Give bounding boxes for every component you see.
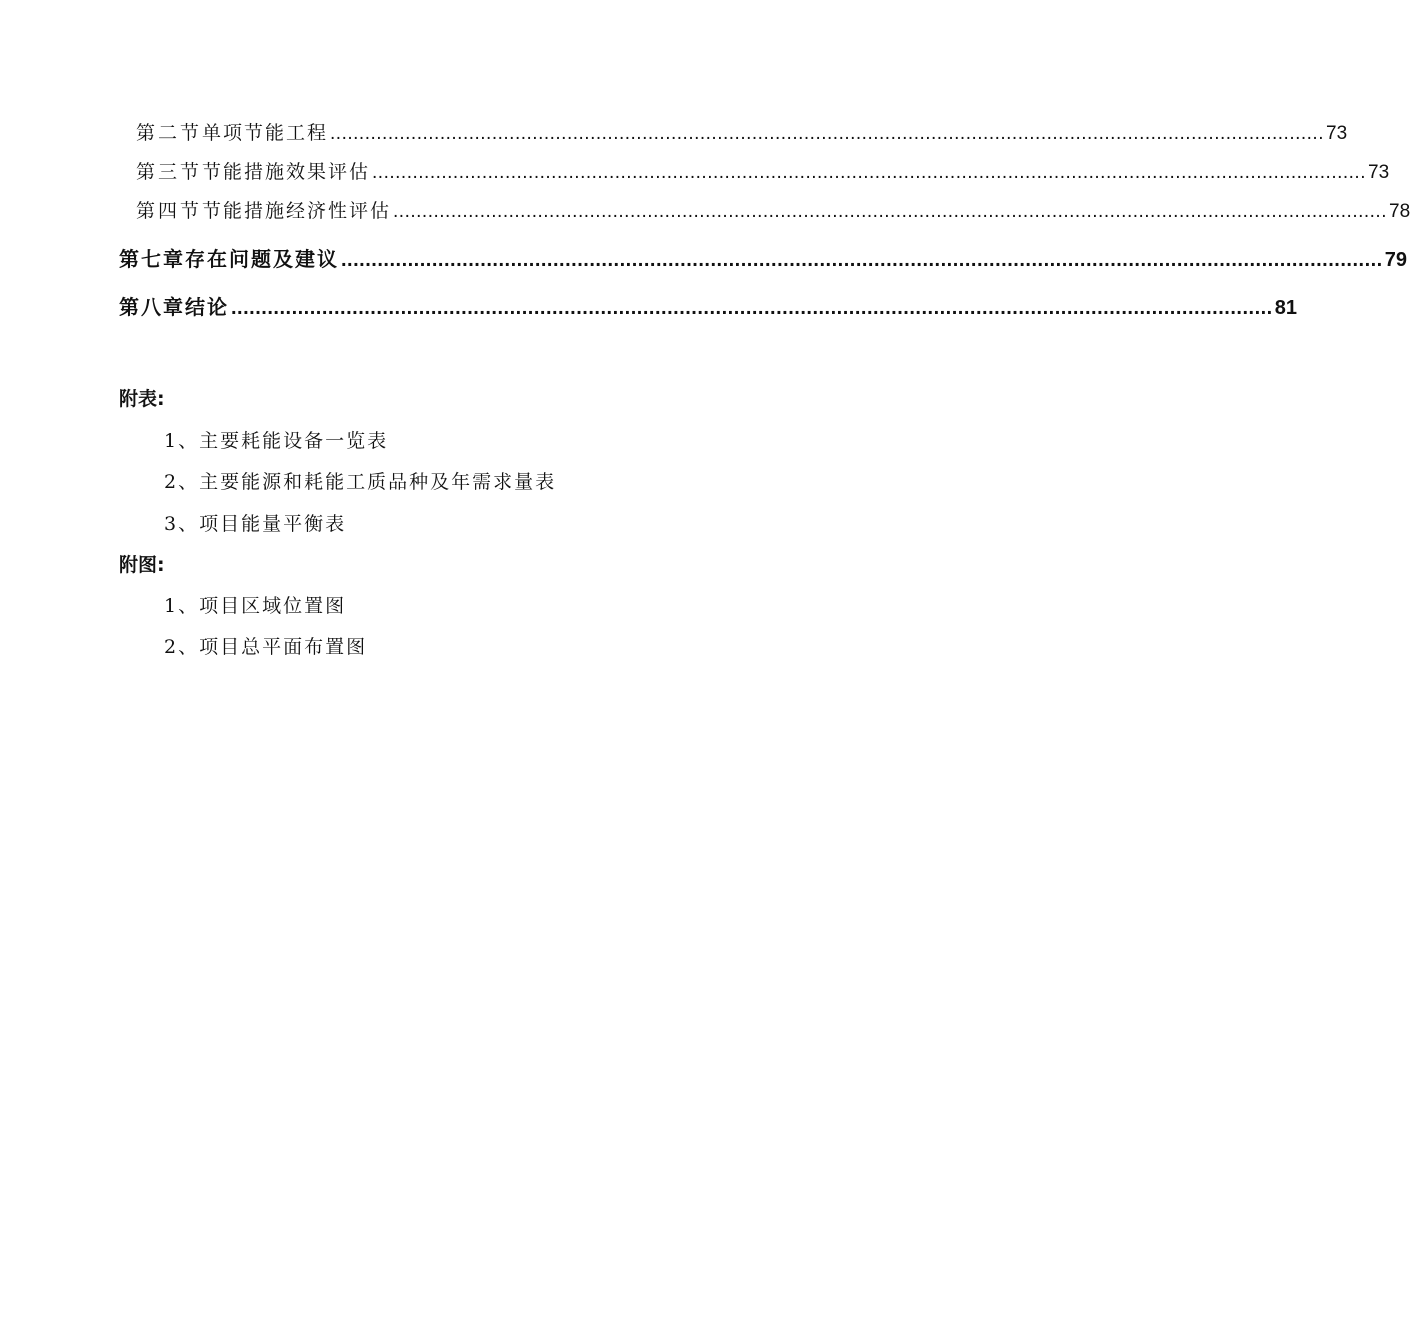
toc-chapter-title: 结论 <box>185 295 229 319</box>
toc-section-title: 节能措施经济性评估 <box>202 200 392 222</box>
toc-section-entry[interactable] <box>136 196 1410 223</box>
appendix-figures-heading: 附图: <box>119 554 165 576</box>
toc-section-entry[interactable] <box>136 118 1348 145</box>
appendix-table-item: 1、主要耗能设备一览表 <box>164 430 389 452</box>
appendix-table-item: 2、主要能源和耗能工质品种及年需求量表 <box>164 471 557 493</box>
toc-chapter-entry[interactable] <box>119 291 1297 320</box>
toc-page-number: 73 <box>1368 162 1390 183</box>
appendix-tables-heading: 附表: <box>119 388 165 410</box>
toc-section-number: 第三节 <box>136 161 203 183</box>
dot-leader: ............................................................................................................................................................................ <box>231 297 1273 319</box>
toc-page-number: 73 <box>1326 123 1348 144</box>
toc-section-title: 节能措施效果评估 <box>202 161 371 183</box>
toc-section-number: 第二节 <box>136 122 203 144</box>
toc-page-number: 79 <box>1384 249 1407 271</box>
appendix-figure-item: 1、项目区域位置图 <box>164 595 347 617</box>
dot-leader: ............................................................................................................................................................................ <box>372 162 1366 183</box>
toc-chapter-number: 第八章 <box>119 295 185 319</box>
dot-leader: ............................................................................................................................................................................ <box>330 123 1324 144</box>
dot-leader: ............................................................................................................................................................................ <box>393 201 1387 222</box>
toc-chapter-number: 第七章 <box>119 247 185 271</box>
toc-page-number: 81 <box>1274 297 1297 319</box>
dot-leader: ............................................................................................................................................................................ <box>341 249 1383 271</box>
toc-section-title: 单项节能工程 <box>202 122 329 144</box>
toc-page-number: 78 <box>1389 201 1410 222</box>
toc-chapter-title: 存在问题及建议 <box>185 247 339 271</box>
appendix-figure-item: 2、项目总平面布置图 <box>164 636 368 658</box>
toc-section-number: 第四节 <box>136 200 203 222</box>
toc-section-entry[interactable] <box>136 157 1390 184</box>
appendix-table-item: 3、项目能量平衡表 <box>164 513 347 535</box>
toc-chapter-entry[interactable] <box>119 243 1407 272</box>
